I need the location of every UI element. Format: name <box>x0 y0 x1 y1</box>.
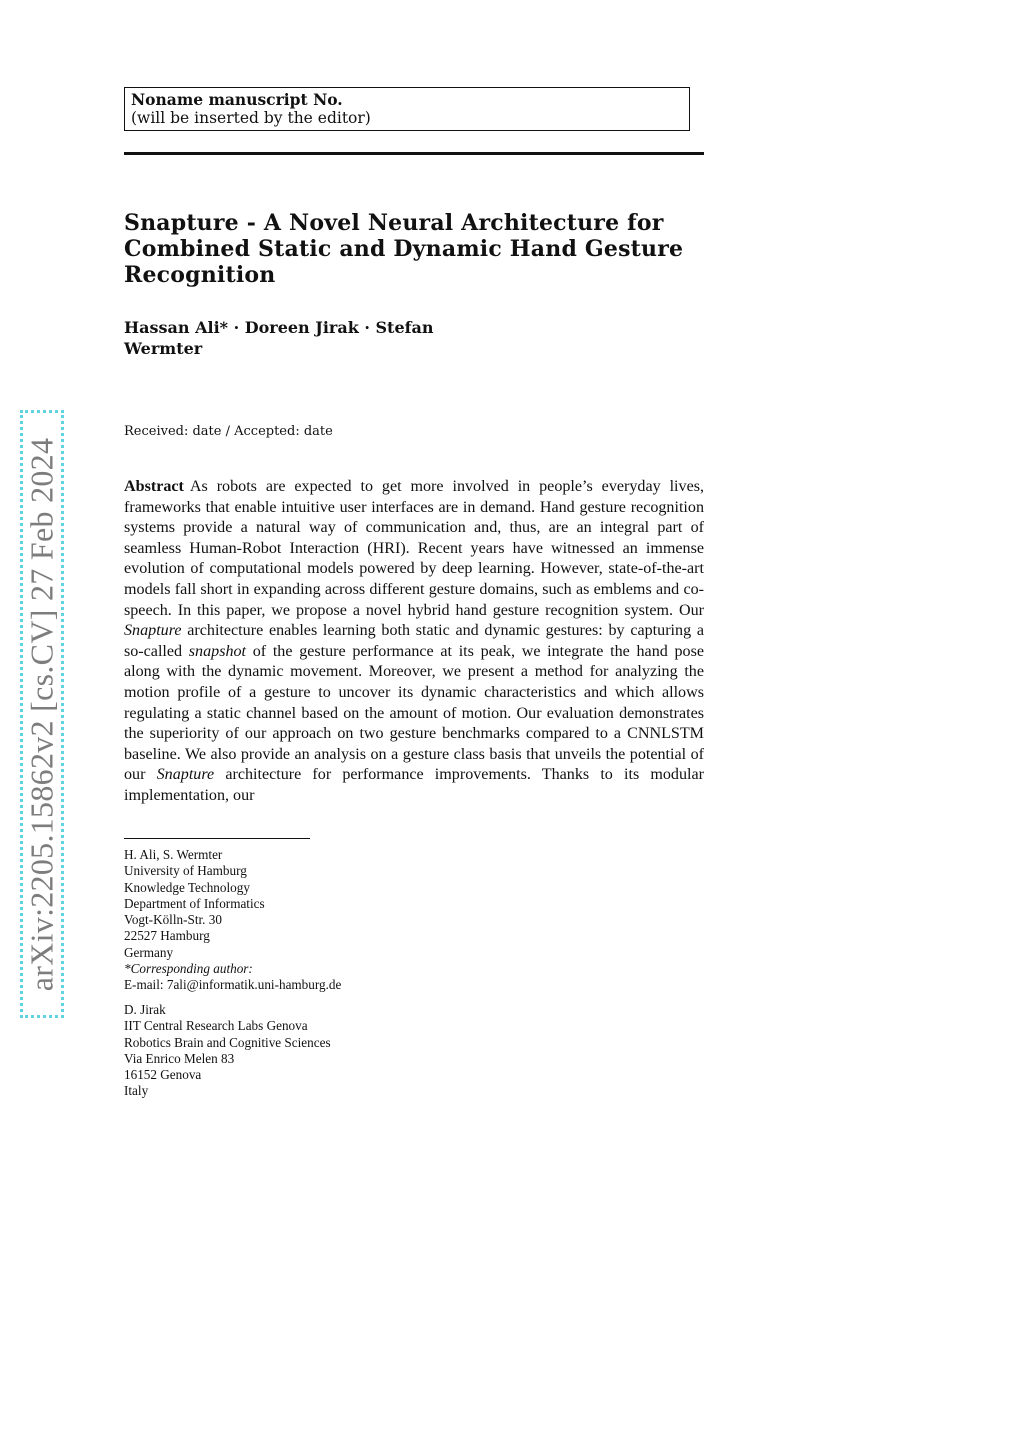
received-date: Received: date / Accepted: date <box>124 424 333 439</box>
affiliation-line: D. Jirak <box>124 1002 166 1017</box>
header-rule <box>124 152 704 155</box>
affiliation-line: H. Ali, S. Wermter <box>124 847 223 862</box>
corresponding-author-label: *Corresponding author: <box>124 961 253 977</box>
title-line: Snapture - A Novel Neural Architecture for <box>124 210 664 236</box>
abstract-emphasis: Snapture <box>124 622 182 640</box>
title-line: Combined Static and Dynamic Hand Gesture <box>124 236 684 262</box>
affiliation-line: Germany <box>124 944 174 960</box>
affiliation-line: IIT Central Research Labs Genova <box>124 1018 308 1034</box>
arxiv-identifier: arXiv:2205.15862v2 [cs.CV] 27 Feb 2024 <box>23 437 60 991</box>
abstract-emphasis: Snapture <box>156 766 215 784</box>
manuscript-note: (will be inserted by the editor) <box>131 109 371 127</box>
abstract-text: architecture for performance improvements. Thanks to its modular implementation, our <box>124 766 704 804</box>
abstract-text: architecture enables learning both static and dynamic gestures: by capturing a so-called <box>124 622 704 660</box>
manuscript-title: Noname manuscript No. <box>131 90 343 109</box>
corresponding-email: E-mail: 7ali@informatik.uni-hamburg.de <box>124 977 342 993</box>
affiliation-line: Department of Informatics <box>124 895 265 911</box>
manuscript-number-box <box>124 87 690 131</box>
affiliation-line: Vogt-Kölln-Str. 30 <box>124 912 222 928</box>
abstract <box>124 477 704 807</box>
author-list: Hassan Ali* · Doreen Jirak · Stefan Wermter <box>124 318 434 358</box>
affiliation-line: University of Hamburg <box>124 863 247 879</box>
affiliation-line: Robotics Brain and Cognitive Sciences <box>124 1034 331 1050</box>
abstract-label: Abstract <box>124 478 184 495</box>
affiliation-line: Via Enrico Melen 83 <box>124 1050 235 1066</box>
affiliation-line: Italy <box>124 1083 149 1099</box>
affiliation-hamburg <box>124 847 524 994</box>
affiliation-line: 22527 Hamburg <box>124 928 210 944</box>
abstract-emphasis: snapshot <box>188 642 247 660</box>
title-line: Recognition <box>124 262 276 288</box>
abstract-text: As robots are expected to get more involved in people’s everyday lives, frameworks that enable intuitive user interfaces are in demand. Hand gesture recognition systems provide a natural way of communication and, thus, are an integral part of seamless Human-Robot Interaction (HRI). Recent years have witnessed an immense evolution of computational models powered by deep learning. However, state-of-the-art models fall short in expanding across different gesture domains, such as emblems and co-speech. In this paper, we propose a novel hybrid hand gesture recognition system. Our <box>124 478 704 619</box>
affiliation-genova <box>124 1002 524 1100</box>
abstract-text: of the gesture performance at its peak, we integrate the hand pose along with the dynamic movement. Moreover, we present a method for analyzing the motion profile of a gesture to uncover its dynamic characteristics and which allows regulating a static channel based on the amount of motion. Our evaluation demonstrates the superiority of our approach on two gesture benchmarks compared to a CNNLSTM baseline. We also provide an analysis on a gesture class basis that unveils the potential of our <box>124 642 704 784</box>
paper-title <box>124 210 704 288</box>
footnote-rule <box>124 838 310 839</box>
affiliation-line: 16152 Genova <box>124 1067 202 1083</box>
arxiv-identifier-stamp <box>20 410 64 1018</box>
affiliation-line: Knowledge Technology <box>124 879 250 895</box>
